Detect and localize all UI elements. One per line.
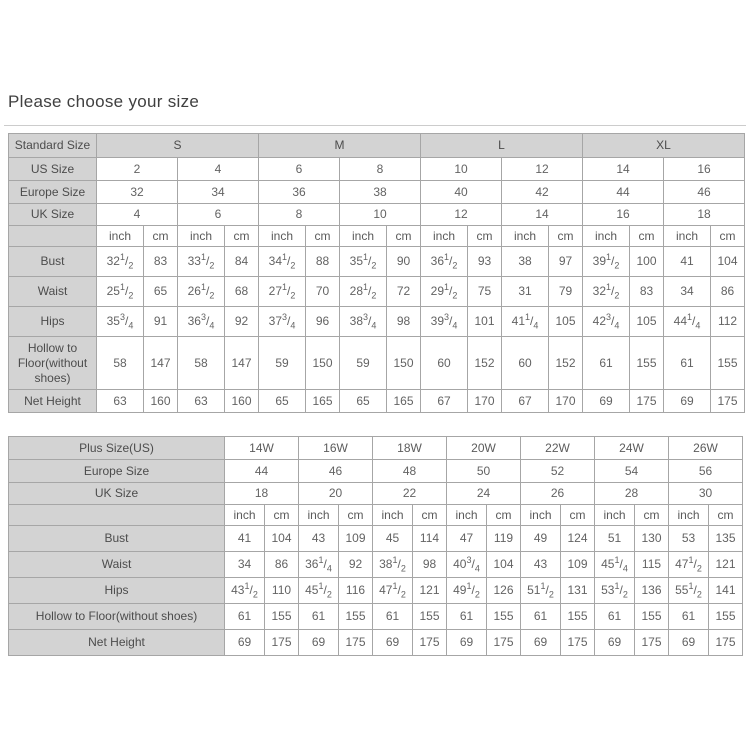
inch-value-cell: $38^1/_2$ [373,552,413,578]
row-label-cell: UK Size [9,204,97,226]
size-value-cell: 40 [421,181,502,204]
size-value-cell: 8 [259,204,340,226]
unit-label-cell: cm [339,505,373,526]
cm-value-cell: 175 [709,630,743,656]
cm-value-cell: 130 [635,526,669,552]
size-group-cell: S [97,134,259,158]
cm-value-cell: 104 [487,552,521,578]
row-label-cell: Net Height [9,390,97,413]
inch-value-cell: $53^1/_2$ [595,578,635,604]
size-row [9,181,745,204]
unit-label-cell: inch [669,505,709,526]
page-title: Please choose your size [8,92,200,111]
cm-value-cell: 152 [549,337,583,390]
plus-size-table [8,436,743,656]
cm-value-cell: 155 [561,604,595,630]
size-value-cell: 20 [299,483,373,505]
inch-value-cell: $45^1/_2$ [299,578,339,604]
unit-label-cell: cm [709,505,743,526]
cm-value-cell: 175 [630,390,664,413]
inch-value-cell: 60 [502,337,549,390]
inch-value-cell: $36^1/_4$ [299,552,339,578]
size-value-cell: 44 [583,181,664,204]
cm-value-cell: 155 [709,604,743,630]
inch-value-cell: $51^1/_2$ [521,578,561,604]
inch-value-cell: 69 [669,630,709,656]
size-value-cell: 28 [595,483,669,505]
cm-value-cell: 86 [265,552,299,578]
row-label-cell: Bust [9,526,225,552]
units-row [9,505,743,526]
unit-label-cell: cm [561,505,595,526]
size-value-cell: 22 [373,483,447,505]
unit-label-cell: cm [265,505,299,526]
measure-row [9,552,743,578]
inch-value-cell: 69 [521,630,561,656]
cm-value-cell: 126 [487,578,521,604]
cm-value-cell: 101 [468,307,502,337]
cm-value-cell: 155 [339,604,373,630]
inch-value-cell: $47^1/_2$ [373,578,413,604]
measure-row [9,337,745,390]
size-group-cell: M [259,134,421,158]
size-value-cell: 52 [521,460,595,483]
cm-value-cell: 170 [549,390,583,413]
inch-value-cell: 65 [340,390,387,413]
inch-value-cell: 58 [97,337,144,390]
inch-value-cell: 63 [178,390,225,413]
cm-value-cell: 131 [561,578,595,604]
inch-value-cell: 49 [521,526,561,552]
size-group-cell: 14W [225,437,299,460]
inch-value-cell: $38^3/_4$ [340,307,387,337]
cm-value-cell: 150 [387,337,421,390]
cm-value-cell: 115 [635,552,669,578]
inch-value-cell: 41 [664,247,711,277]
cm-value-cell: 175 [413,630,447,656]
inch-value-cell: $34^1/_2$ [259,247,306,277]
inch-value-cell: 41 [225,526,265,552]
unit-label-cell: inch [178,226,225,247]
cm-value-cell: 92 [339,552,373,578]
unit-label-cell: inch [340,226,387,247]
unit-label-cell: cm [144,226,178,247]
row-label-cell: Waist [9,552,225,578]
row-label-cell: Hollow to Floor(without shoes) [9,337,97,390]
row-label-cell: Hips [9,307,97,337]
size-value-cell: 4 [178,158,259,181]
inch-value-cell: $35^1/_2$ [340,247,387,277]
cm-value-cell: 160 [144,390,178,413]
inch-value-cell: 59 [340,337,387,390]
size-value-cell: 18 [664,204,745,226]
inch-value-cell: $36^1/_2$ [421,247,468,277]
unit-label-cell: cm [413,505,447,526]
inch-value-cell: $35^3/_4$ [97,307,144,337]
cm-value-cell: 97 [549,247,583,277]
cm-value-cell: 93 [468,247,502,277]
size-group-row [9,134,745,158]
size-value-cell: 44 [225,460,299,483]
size-group-cell: 18W [373,437,447,460]
cm-value-cell: 165 [306,390,340,413]
size-value-cell: 6 [259,158,340,181]
cm-value-cell: 155 [711,337,745,390]
measure-row [9,604,743,630]
inch-value-cell: $29^1/_2$ [421,277,468,307]
size-value-cell: 2 [97,158,178,181]
size-value-cell: 46 [664,181,745,204]
inch-value-cell: 34 [225,552,265,578]
cm-value-cell: 175 [635,630,669,656]
cm-value-cell: 84 [225,247,259,277]
inch-value-cell: 59 [259,337,306,390]
cm-value-cell: 175 [487,630,521,656]
size-value-cell: 10 [340,204,421,226]
cm-value-cell: 112 [711,307,745,337]
inch-value-cell: $44^1/_4$ [664,307,711,337]
size-value-cell: 6 [178,204,259,226]
size-value-cell: 36 [259,181,340,204]
size-value-cell: 16 [664,158,745,181]
cm-value-cell: 83 [144,247,178,277]
corner-empty-cell [9,505,225,526]
unit-label-cell: cm [468,226,502,247]
inch-value-cell: 69 [664,390,711,413]
cm-value-cell: 170 [468,390,502,413]
size-value-cell: 12 [421,204,502,226]
cm-value-cell: 104 [265,526,299,552]
inch-value-cell: 51 [595,526,635,552]
inch-value-cell: 60 [421,337,468,390]
inch-value-cell: $27^1/_2$ [259,277,306,307]
size-value-cell: 16 [583,204,664,226]
inch-value-cell: 45 [373,526,413,552]
inch-value-cell: $41^1/_4$ [502,307,549,337]
size-group-cell: L [421,134,583,158]
cm-value-cell: 141 [709,578,743,604]
inch-value-cell: 43 [299,526,339,552]
inch-value-cell: 69 [595,630,635,656]
row-label-cell: US Size [9,158,97,181]
inch-value-cell: $39^1/_2$ [583,247,630,277]
cm-value-cell: 100 [630,247,664,277]
size-value-cell: 30 [669,483,743,505]
size-value-cell: 26 [521,483,595,505]
size-value-cell: 38 [340,181,421,204]
inch-value-cell: $40^3/_4$ [447,552,487,578]
inch-value-cell: 67 [421,390,468,413]
cm-value-cell: 116 [339,578,373,604]
size-value-cell: 4 [97,204,178,226]
cm-value-cell: 79 [549,277,583,307]
unit-label-cell: inch [225,505,265,526]
measure-row [9,277,745,307]
cm-value-cell: 165 [387,390,421,413]
cm-value-cell: 98 [387,307,421,337]
inch-value-cell: $43^1/_2$ [225,578,265,604]
inch-value-cell: 65 [259,390,306,413]
cm-value-cell: 175 [561,630,595,656]
inch-value-cell: 61 [664,337,711,390]
measure-row [9,390,745,413]
size-value-cell: 24 [447,483,521,505]
cm-value-cell: 88 [306,247,340,277]
cm-value-cell: 96 [306,307,340,337]
row-label-cell: Net Height [9,630,225,656]
inch-value-cell: 69 [583,390,630,413]
unit-label-cell: inch [373,505,413,526]
size-value-cell: 18 [225,483,299,505]
measure-row [9,247,745,277]
unit-label-cell: inch [421,226,468,247]
cm-value-cell: 160 [225,390,259,413]
cm-value-cell: 72 [387,277,421,307]
size-value-cell: 8 [340,158,421,181]
cm-value-cell: 119 [487,526,521,552]
row-label-cell: Waist [9,277,97,307]
size-value-cell: 34 [178,181,259,204]
inch-value-cell: 69 [447,630,487,656]
unit-label-cell: inch [259,226,306,247]
size-value-cell: 14 [502,204,583,226]
cm-value-cell: 175 [265,630,299,656]
size-value-cell: 50 [447,460,521,483]
inch-value-cell: $55^1/_2$ [669,578,709,604]
row-label-cell: Europe Size [9,181,97,204]
inch-value-cell: 53 [669,526,709,552]
cm-value-cell: 105 [549,307,583,337]
cm-value-cell: 155 [265,604,299,630]
size-value-cell: 14 [583,158,664,181]
units-row [9,226,745,247]
inch-value-cell: $32^1/_2$ [583,277,630,307]
inch-value-cell: $25^1/_2$ [97,277,144,307]
cm-value-cell: 105 [630,307,664,337]
cm-value-cell: 68 [225,277,259,307]
inch-value-cell: $47^1/_2$ [669,552,709,578]
inch-value-cell: 61 [669,604,709,630]
measure-row [9,630,743,656]
inch-value-cell: 61 [583,337,630,390]
inch-value-cell: 61 [521,604,561,630]
cm-value-cell: 109 [339,526,373,552]
cm-value-cell: 136 [635,578,669,604]
inch-value-cell: 31 [502,277,549,307]
inch-value-cell: $45^1/_4$ [595,552,635,578]
size-group-cell: 20W [447,437,521,460]
size-group-cell: XL [583,134,745,158]
corner-empty-cell [9,226,97,247]
cm-value-cell: 152 [468,337,502,390]
size-value-cell: 54 [595,460,669,483]
size-value-cell: 46 [299,460,373,483]
cm-value-cell: 91 [144,307,178,337]
unit-label-cell: cm [549,226,583,247]
row-label-cell: Bust [9,247,97,277]
size-value-cell: 42 [502,181,583,204]
unit-label-cell: inch [664,226,711,247]
inch-value-cell: 61 [595,604,635,630]
measure-row [9,307,745,337]
inch-value-cell: 69 [225,630,265,656]
cm-value-cell: 147 [225,337,259,390]
cm-value-cell: 86 [711,277,745,307]
cm-value-cell: 147 [144,337,178,390]
cm-value-cell: 92 [225,307,259,337]
cm-value-cell: 155 [413,604,447,630]
cm-value-cell: 83 [630,277,664,307]
inch-value-cell: $37^3/_4$ [259,307,306,337]
cm-value-cell: 135 [709,526,743,552]
size-group-cell: 16W [299,437,373,460]
cm-value-cell: 110 [265,578,299,604]
cm-value-cell: 109 [561,552,595,578]
inch-value-cell: $42^3/_4$ [583,307,630,337]
cm-value-cell: 104 [711,247,745,277]
inch-value-cell: 61 [447,604,487,630]
size-row [9,158,745,181]
unit-label-cell: cm [306,226,340,247]
size-group-cell: 22W [521,437,595,460]
size-row [9,204,745,226]
inch-value-cell: $32^1/_2$ [97,247,144,277]
cm-value-cell: 150 [306,337,340,390]
unit-label-cell: cm [487,505,521,526]
size-row [9,483,743,505]
inch-value-cell: $26^1/_2$ [178,277,225,307]
size-group-cell: 24W [595,437,669,460]
row-label-cell: Hips [9,578,225,604]
cm-value-cell: 155 [635,604,669,630]
unit-label-cell: inch [299,505,339,526]
unit-label-cell: inch [502,226,549,247]
inch-value-cell: 61 [373,604,413,630]
cm-value-cell: 90 [387,247,421,277]
cm-value-cell: 98 [413,552,447,578]
size-value-cell: 10 [421,158,502,181]
inch-value-cell: $49^1/_2$ [447,578,487,604]
cm-value-cell: 121 [709,552,743,578]
inch-value-cell: 61 [225,604,265,630]
size-row [9,460,743,483]
inch-value-cell: 38 [502,247,549,277]
row-label-cell: UK Size [9,483,225,505]
unit-label-cell: inch [447,505,487,526]
cm-value-cell: 114 [413,526,447,552]
cm-value-cell: 75 [468,277,502,307]
cm-value-cell: 155 [630,337,664,390]
inch-value-cell: 34 [664,277,711,307]
cm-value-cell: 155 [487,604,521,630]
inch-value-cell: 67 [502,390,549,413]
size-group-cell: 26W [669,437,743,460]
size-value-cell: 56 [669,460,743,483]
inch-value-cell: 58 [178,337,225,390]
corner-label-cell: Standard Size [9,134,97,158]
cm-value-cell: 175 [339,630,373,656]
title-divider [4,125,746,126]
corner-label-cell: Plus Size(US) [9,437,225,460]
unit-label-cell: cm [387,226,421,247]
inch-value-cell: 61 [299,604,339,630]
inch-value-cell: 63 [97,390,144,413]
inch-value-cell: $36^3/_4$ [178,307,225,337]
inch-value-cell: 69 [299,630,339,656]
inch-value-cell: 69 [373,630,413,656]
cm-value-cell: 175 [711,390,745,413]
cm-value-cell: 65 [144,277,178,307]
unit-label-cell: inch [583,226,630,247]
row-label-cell: Europe Size [9,460,225,483]
inch-value-cell: $33^1/_2$ [178,247,225,277]
row-label-cell: Hollow to Floor(without shoes) [9,604,225,630]
inch-value-cell: 43 [521,552,561,578]
size-value-cell: 48 [373,460,447,483]
size-value-cell: 32 [97,181,178,204]
size-value-cell: 12 [502,158,583,181]
unit-label-cell: inch [521,505,561,526]
cm-value-cell: 121 [413,578,447,604]
size-group-row [9,437,743,460]
cm-value-cell: 124 [561,526,595,552]
unit-label-cell: cm [225,226,259,247]
unit-label-cell: inch [97,226,144,247]
inch-value-cell: $28^1/_2$ [340,277,387,307]
unit-label-cell: cm [630,226,664,247]
inch-value-cell: 47 [447,526,487,552]
measure-row [9,578,743,604]
inch-value-cell: $39^3/_4$ [421,307,468,337]
cm-value-cell: 70 [306,277,340,307]
measure-row [9,526,743,552]
standard-size-table [8,133,745,413]
unit-label-cell: cm [635,505,669,526]
unit-label-cell: inch [595,505,635,526]
unit-label-cell: cm [711,226,745,247]
